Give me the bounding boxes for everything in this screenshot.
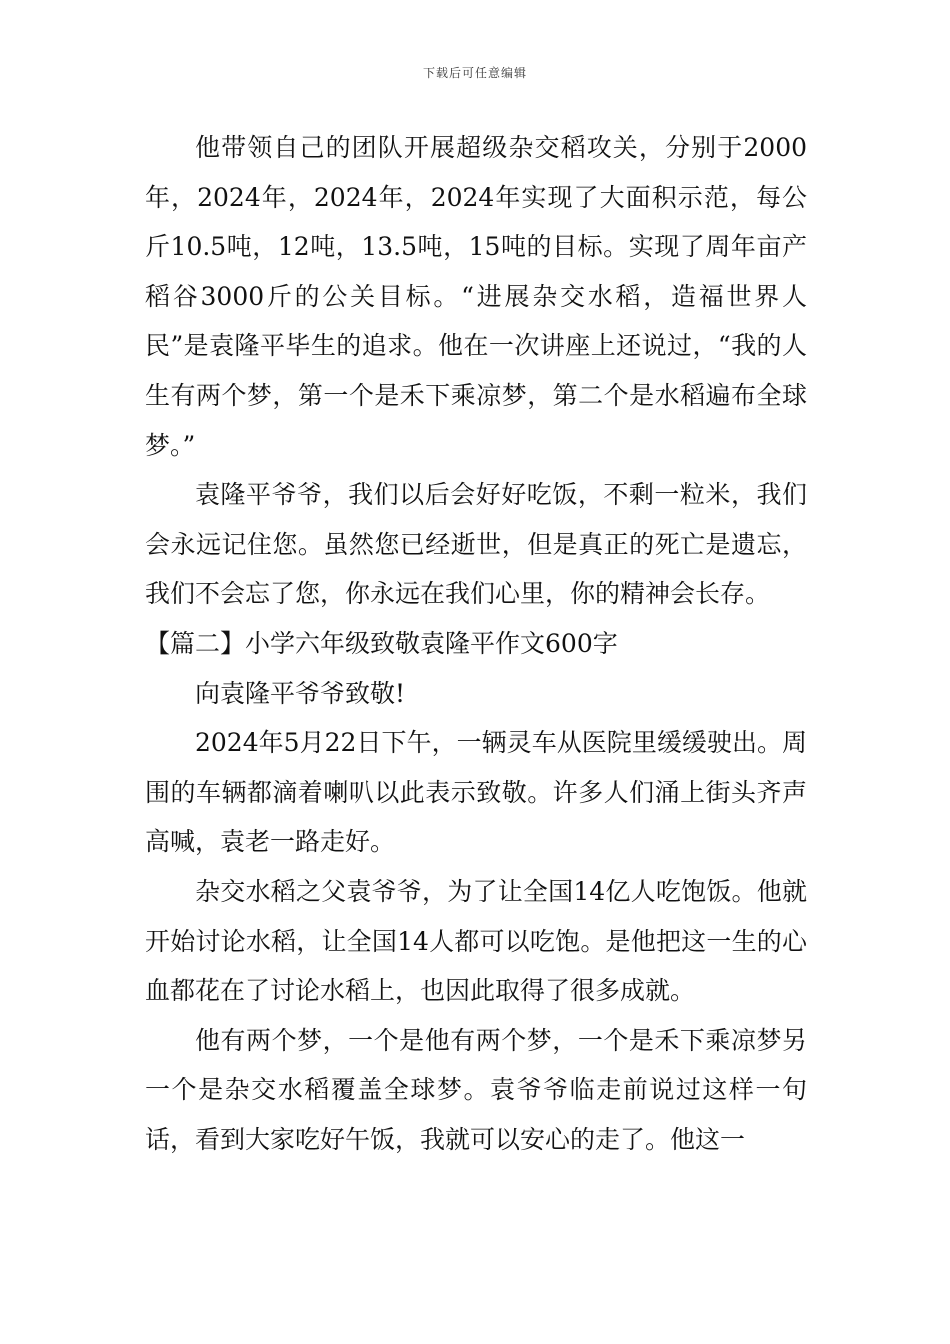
paragraph-7: 他有两个梦，一个是他有两个梦，一个是禾下乘凉梦另一个是杂交水稻覆盖全球梦。袁爷爷临走前说过这样一句话，看到大家吃好午饭，我就可以安心的走了。他这一 (145, 1025, 807, 1154)
section-heading: 【篇二】小学六年级致敬袁隆平作文600字 (145, 628, 618, 658)
paragraph-1: 他带领自己的团队开展超级杂交稻攻关，分别于2000年，2024年，2024年，2024年实现了大面积示范，每公斤10.5吨，12吨，13.5吨，15吨的目标。实现了周年亩产稻谷3000斤的公关目标。“进展杂交水稻，造福世界人民”是袁隆平毕生的追求。他在一次讲座上还说过，“我的人生有两个梦，第一个是禾下乘凉梦，第二个是水稻遍布全球梦。” (145, 133, 807, 460)
document-body (145, 123, 807, 1164)
paragraph-5: 2024年5月22日下午，一辆灵车从医院里缓缓驶出。周围的车辆都滴着喇叭以此表示致敬。许多人们涌上街头齐声高喊，袁老一路走好。 (145, 728, 807, 857)
paragraph-salutation: 向袁隆平爷爷致敬! (195, 678, 406, 708)
page-header: 下载后可任意编辑 (422, 66, 527, 80)
paragraph-2: 袁隆平爷爷，我们以后会好好吃饭，不剩一粒米，我们会永远记住您。虽然您已经逝世，但是真正的死亡是遗忘，我们不会忘了您，你永远在我们心里，你的精神会长存。 (145, 480, 807, 609)
paragraph-6: 杂交水稻之父袁爷爷，为了让全国14亿人吃饱饭。他就开始讨论水稻，让全国14人都可以吃饱。是他把这一生的心血都花在了讨论水稻上，也因此取得了很多成就。 (145, 876, 807, 1006)
